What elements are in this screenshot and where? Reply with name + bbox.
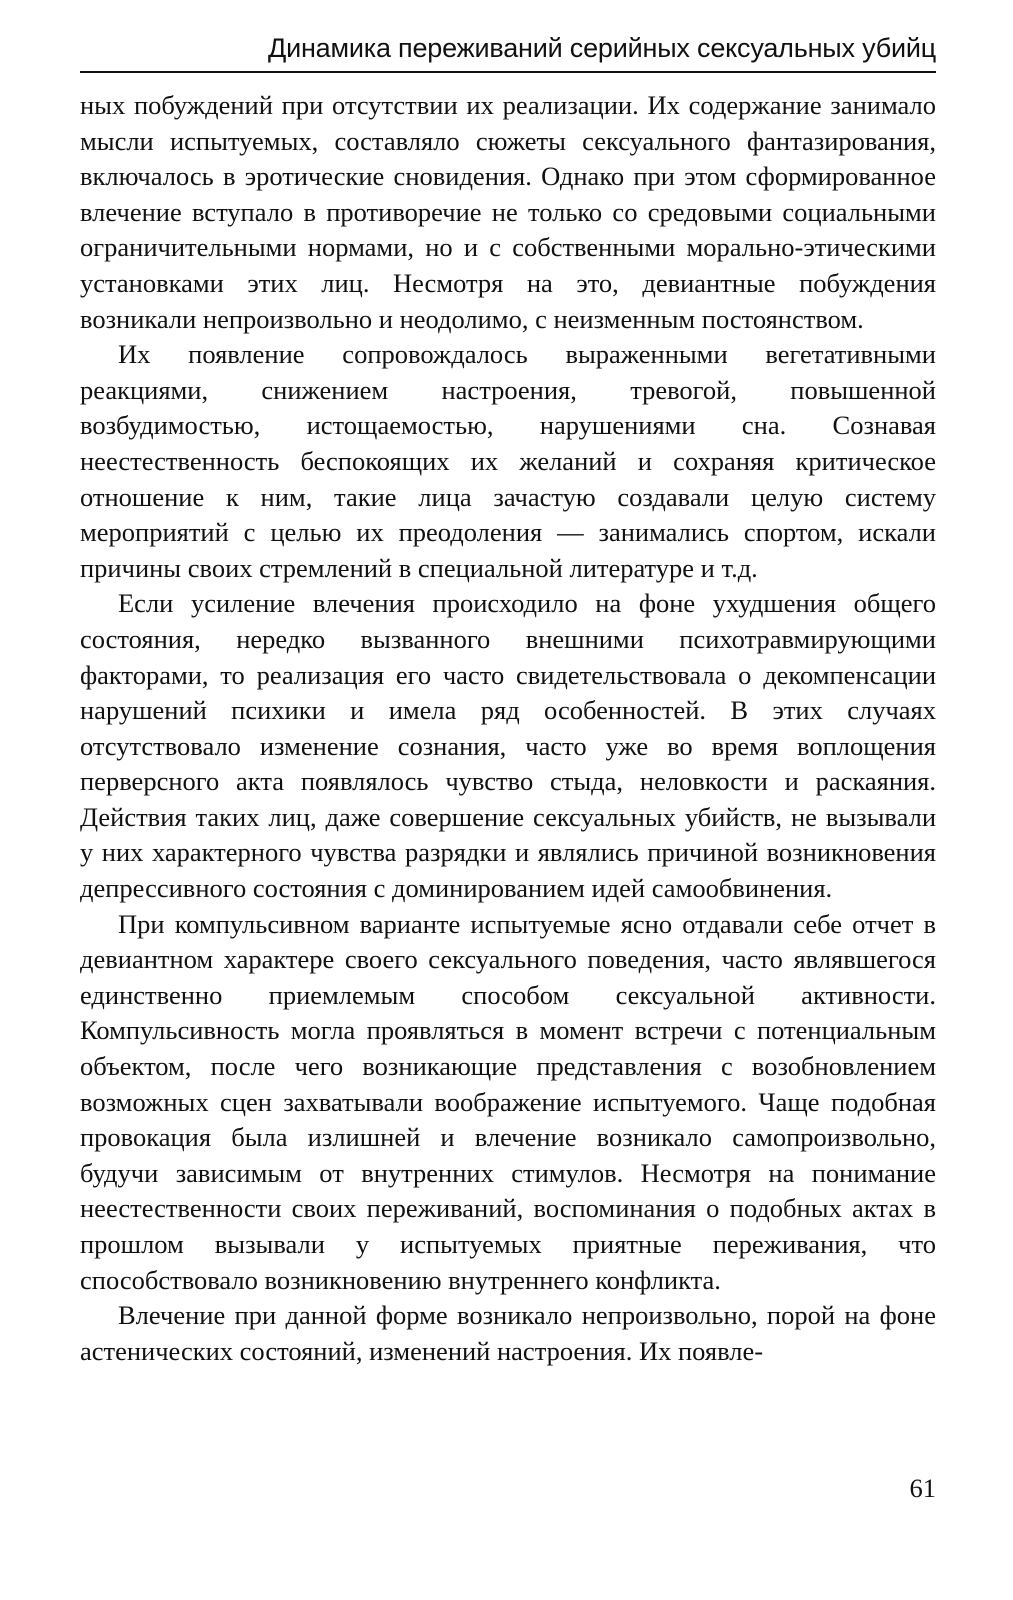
paragraph: Если усиление влечения происходило на фоне ухудшения общего состояния, нередко вызванного внешними психотравмирующими факторами, то реализация его часто свидетельствовала о декомпенсации нарушений психики и имела ряд особенностей. В этих случаях отсутствовало изменение сознания, часто уже во время воплощения перверсного акта появлялось чувство стыда, неловкости и раскаяния. Действия таких лиц, даже совершение сексуальных убийств, не вызывали у них характерного чувства разрядки и являлись причиной возникновения депрессивного состояния с доминированием идей самообвинения.	[80, 588, 936, 904]
paragraph-continuation: ных побуждений при отсутствии их реализации. Их содержание занимало мысли испытуемых, составляло сюжеты сексуального фантазирования, включалось в эротические сновидения. Однако при этом сформированное влечение вступало в противоречие не только со средовыми социальными ограничительными нормами, но и с собственными морально-этическими установками этих лиц. Несмотря на это, девиантные побуждения возникали непроизвольно и неодолимо, с неизменным постоянством.	[80, 90, 936, 334]
paragraph: При компульсивном варианте испытуемые ясно отдавали себе отчет в девиантном характере своего сексуального поведения, часто являвшегося единственно приемлемым способом сексуальной активности. Компульсивность могла проявляться в момент встречи с потенциальным объектом, после чего возникающие представления с возобновлением возможных сцен захватывали воображение испытуемого. Чаще подобная провокация была излишней и влечение возникало самопроизвольно, будучи зависимым от внутренних стимулов. Несмотря на понимание неестественности своих переживаний, воспоминания о подобных актах в прошлом вызывали у испытуемых приятные переживания, что способствовало возникновению внутреннего конфликта.	[80, 908, 936, 1295]
header-rule	[80, 71, 936, 73]
paragraph: Их появление сопровождалось выраженными вегетативными реакциями, снижением настроения, тревогой, повышенной возбудимостью, истощаемостью, нарушениями сна. Сознавая неестественность беспокоящих их желаний и сохраняя критическое отношение к ним, такие лица зачастую создавали целую систему мероприятий с целью их преодоления — занимались спортом, искали причины своих стремлений в специальной литературе и т.д.	[80, 339, 936, 583]
running-header: Динамика переживаний серийных сексуальных убийц	[268, 33, 936, 63]
page-number: 61	[909, 1473, 936, 1503]
body-text	[80, 88, 936, 1369]
paragraph: Влечение при данной форме возникало непроизвольно, порой на фоне астенических состояний, изменений настроения. Их появле-	[80, 1300, 936, 1366]
